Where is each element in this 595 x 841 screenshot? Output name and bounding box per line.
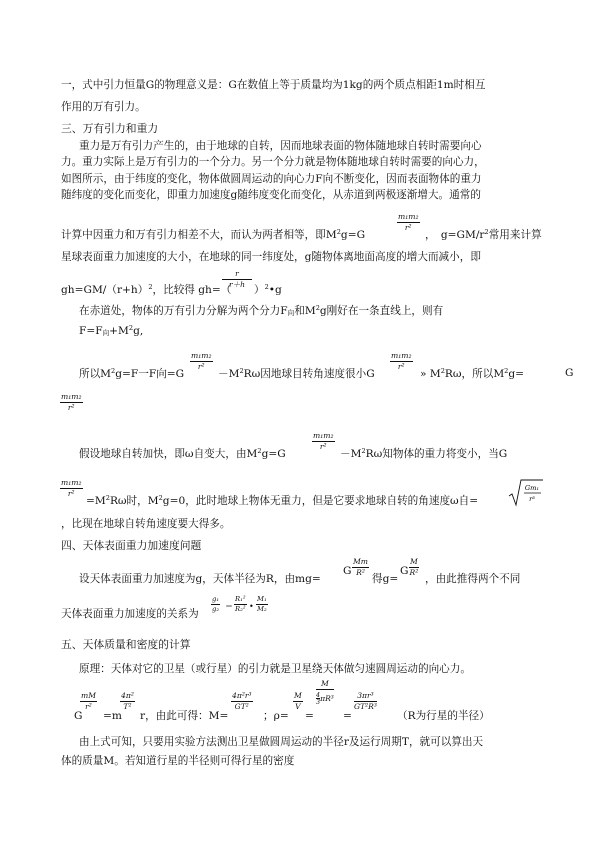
fraction-4pi2-over-T2 [120, 692, 135, 710]
text-fragment: g=0，此时地球上物体无重力，但是它要求地球自转的角速度ω自= [162, 495, 479, 507]
fraction-M-over-V [293, 692, 303, 710]
numerator: m₁m₂ [398, 212, 419, 221]
fraction-m1m2-over-r2 [60, 393, 83, 411]
fraction-m1m2-over-r2 [60, 479, 83, 497]
text-line [420, 368, 524, 380]
denominator: M₂ [257, 604, 267, 613]
numerator: 4π² [121, 691, 134, 700]
text-fragment: +M [109, 325, 129, 337]
text-line [425, 229, 542, 241]
superscript: 2 [315, 304, 320, 312]
fraction-3pir3-over-GT2R3 [354, 692, 377, 710]
text-line: G [565, 367, 574, 379]
superscript: 2 [484, 228, 489, 236]
numerator: 3πr³ [354, 692, 377, 702]
text-line: 一，式中引力恒量G的物理意义是：G在数值上等于质量均为1kg的两个质点相距1m时相互 [61, 79, 486, 91]
denominator: r² [85, 701, 92, 711]
text-line: ，比现在地球自转角速度要大得多。 [61, 518, 231, 530]
text-line: 天体表面重力加速度的关系为 [61, 608, 199, 620]
text-fragment: M [429, 368, 441, 380]
text-line: 力。重力实际上是万有引力的一个分力。另一个分力就是物体随地球自转时需要的向心力， [61, 156, 485, 168]
text-fragment: g=G [340, 229, 366, 241]
numerator: m₁m₂ [61, 392, 82, 401]
subscript: 向 [102, 329, 110, 337]
text-line: 设天体表面重力加速度为g，天体半径为R，由mg= [79, 573, 321, 585]
superscript: 2 [239, 367, 244, 375]
fraction-m1m2-over-r2 [312, 432, 335, 450]
fraction-M-over-four-thirds-piR3 [316, 680, 334, 705]
text-fragment: gh=GM/（r+h） [61, 284, 149, 296]
text-line: （R为行星的半径） [397, 710, 490, 722]
text-fragment: Rω，所以M [444, 368, 505, 380]
pi-R-cubed: πR³ [320, 693, 334, 703]
text-line [79, 368, 184, 380]
denominator: r＋h [228, 279, 246, 289]
denominator: r² [67, 488, 75, 498]
numerator: g₁ [212, 595, 220, 603]
denominator: R₂² [235, 604, 246, 613]
text-line: r，由此可得：M= [140, 710, 229, 722]
numerator: m₁m₂ [391, 351, 412, 360]
denominator: r² [197, 361, 205, 371]
superscript: 2 [264, 283, 269, 291]
text-fragment: » [420, 368, 427, 380]
text-fragment: 计算中因重力和万有引力相差不大，而认为两者相等，即M [61, 229, 337, 241]
fraction-4pi2r3-over-GT2 [231, 692, 253, 710]
text-fragment: 在赤道处，物体的万有引力分解为两个分力F [79, 305, 288, 317]
text-line: 如图所示，由于纬度的变化，物体做圆周运动的向心力F向不断变化，因而表面物体的重力 [61, 173, 482, 185]
superscript: 2 [440, 367, 445, 375]
section-heading-3: 三、万有引力和重力 [61, 122, 159, 135]
denominator: r² [404, 222, 412, 232]
superscript: 2 [128, 324, 134, 332]
text-line: 体的质量M。若知道行星的半径则可得行星的密度 [61, 755, 295, 767]
text-fragment: g= [508, 368, 525, 380]
text-line: 由上式可知，只要用实验方法测出卫星做圆周运动的半径r及运行周期T，就可以算出天 [79, 736, 484, 748]
numerator: 4 [316, 690, 321, 699]
text-fragment: Rω因地球目转角速度很小G [243, 368, 375, 380]
numerator: Gm₁ [524, 484, 540, 492]
section-heading-4: 四、天体表面重力加速度问题 [61, 539, 202, 552]
text-fragment: Rω时，M [109, 495, 159, 507]
text-fragment: g刚好在一条直线上，则有 [319, 305, 444, 317]
text-line: 星球表面重力加速度的大小，在地球的同一纬度处，g随物体离地面高度的增大而减小，即 [61, 251, 481, 263]
text-fragment: •g [268, 284, 282, 296]
text-fragment: 假设地球自转加快，即ω自变大，由M [79, 448, 258, 460]
numerator: r [222, 270, 252, 280]
text-line: G [74, 710, 83, 722]
numerator: m₁m₂ [61, 478, 82, 487]
text-fragment: ，比较得 gh=（ [152, 284, 232, 296]
text-line [79, 305, 443, 317]
text-line [254, 284, 282, 296]
text-fragment: =M [86, 495, 106, 507]
superscript: 2 [158, 494, 163, 502]
superscript: 2 [336, 228, 341, 236]
square-root-sign [508, 478, 544, 508]
superscript: 2 [257, 447, 262, 455]
text-line [61, 284, 231, 296]
text-line [340, 448, 507, 460]
denominator [316, 690, 334, 706]
section-heading-5: 五、天体质量和密度的计算 [61, 638, 191, 651]
denominator: GT² [234, 701, 249, 711]
fraction-g1-over-g2 [211, 596, 220, 613]
fraction-m1m2-over-r2 [390, 352, 413, 370]
multiply-sign: • [249, 602, 254, 611]
text-line [79, 448, 286, 460]
fraction-R1-over-R2 [234, 596, 247, 613]
text-line: 作用的万有引力。 [61, 101, 146, 113]
superscript: 2 [105, 494, 110, 502]
denominator: GT²R³ [354, 701, 377, 711]
text-fragment: 和M [294, 305, 316, 317]
text-fragment: ， g=GM/r [425, 229, 485, 241]
denominator: 3 [316, 698, 321, 706]
denominator: r² [397, 361, 405, 371]
subscript: 向 [287, 309, 295, 317]
fraction-r-over-r-plus-h [222, 270, 252, 288]
denominator: r³ [529, 495, 535, 503]
numerator: m₁m₂ [191, 351, 212, 360]
text-line: = [343, 710, 352, 722]
denominator: g₂ [212, 604, 220, 613]
numerator: M₁ [257, 595, 267, 603]
numerator: R₁² [235, 595, 246, 603]
text-fragment: 所以M [79, 368, 112, 380]
denominator: V [295, 701, 301, 711]
text-fragment: Rω知物体的重力将变小，当G [365, 448, 508, 460]
text-line: G [343, 565, 352, 577]
text-line: =m [103, 710, 122, 722]
denominator: r² [319, 441, 327, 451]
fraction-mM-over-r2 [80, 692, 97, 710]
text-line: 得g= [372, 573, 399, 585]
text-fragment: g=F一F向=G [115, 368, 185, 380]
text-fragment: g, [133, 325, 144, 337]
text-line: G [400, 565, 409, 577]
superscript: 2 [504, 367, 509, 375]
text-line: 原理：天体对它的卫星（或行星）的引力就是卫星绕天体做匀速圆周运动的向心力。 [79, 663, 471, 675]
superscript: 2 [111, 367, 116, 375]
numerator: mM [81, 691, 96, 700]
superscript: 2 [361, 447, 366, 455]
text-line [79, 325, 143, 337]
numerator: m₁m₂ [313, 431, 334, 440]
superscript: 2 [148, 283, 153, 291]
text-line [61, 229, 365, 241]
text-fragment: 常用来计算 [488, 229, 542, 241]
text-fragment: F=F [79, 325, 103, 337]
equals-sign: ＝ [225, 602, 233, 611]
denominator: T² [123, 701, 132, 711]
denominator: R² [356, 567, 365, 577]
numerator: M [316, 680, 334, 690]
fraction-m1m2-over-r2 [190, 352, 213, 370]
text-line: ；ρ= [263, 710, 289, 722]
denominator: R² [409, 567, 419, 577]
text-line [86, 495, 478, 507]
text-line [218, 368, 375, 380]
numerator: 4π²r³ [232, 691, 252, 700]
fraction-Mm-over-R2 [352, 558, 369, 576]
fraction-M1-over-M2 [256, 596, 268, 613]
fraction-m1m2-over-r2 [397, 213, 420, 231]
numerator: M [410, 557, 418, 566]
numerator: Mm [353, 557, 368, 566]
text-line: ，由此推得两个不同 [425, 573, 521, 585]
fraction-M-over-R2 [409, 558, 419, 576]
text-fragment: g=G [261, 448, 286, 460]
numerator: M [294, 691, 302, 700]
text-fragment: －M [340, 448, 362, 460]
text-fragment: ） [254, 284, 265, 296]
text-line: 随纬度的变化而变化，即重力加速度g随纬度变化而变化，从赤道到两极逐渐增大。通常的 [61, 189, 481, 201]
denominator: r² [67, 402, 75, 412]
text-line: 重力是万有引力产生的，由于地球的自转，因而地球表面的物体随地球自转时需要向心 [79, 140, 482, 152]
text-fragment: －M [218, 368, 240, 380]
text-line: = [305, 710, 314, 722]
